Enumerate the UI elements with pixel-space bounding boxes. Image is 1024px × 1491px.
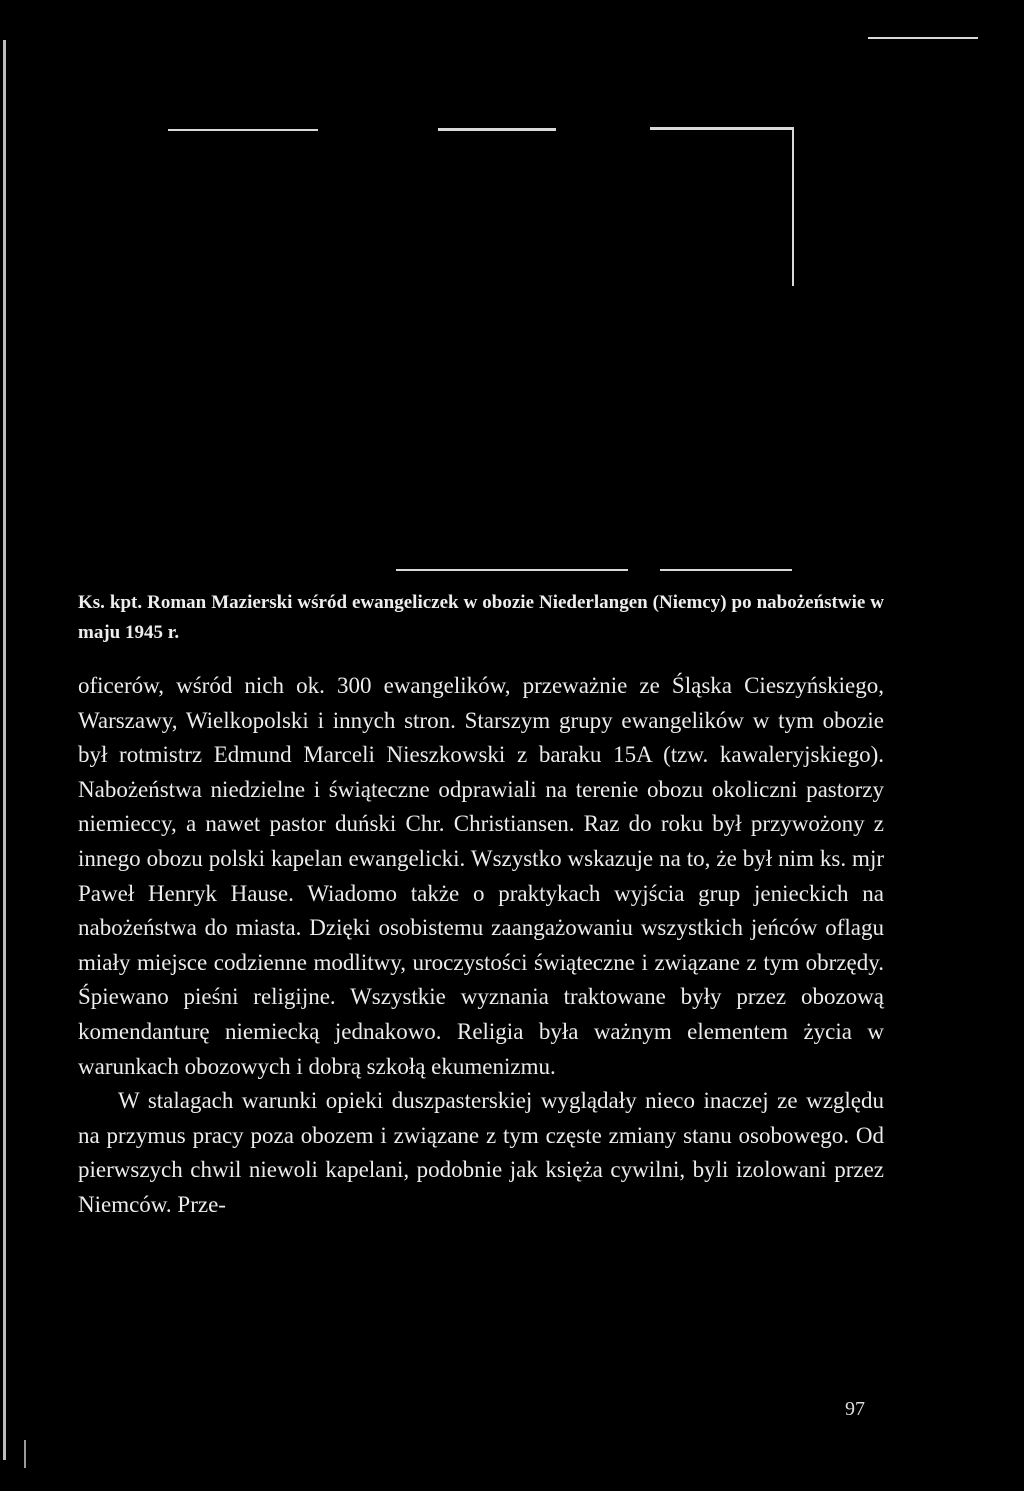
- photo-frame-top-middle: [438, 128, 556, 131]
- scan-edge-left: [3, 40, 6, 1460]
- photo-frame-top-right: [650, 127, 794, 130]
- photo-frame-bottom-right: [660, 569, 792, 571]
- photo-frame-bottom-left: [396, 569, 628, 571]
- photo-caption: Ks. kpt. Roman Mazierski wśród ewangeliczek w obozie Niederlangen (Niemcy) po nabożeństwie w maju 1945 r.: [78, 592, 884, 643]
- paragraph-2: W stalagach warunki opieki duszpasterskiej wyglądały nieco inaczej ze względu na przymus pracy poza obozem i związane z tym częste zmiany stanu osobowego. Od pierwszych chwil niewoli kapelani, podobnie jak księża cywilni, byli izolowani przez Niemców. Prze-: [78, 1088, 884, 1217]
- page-number: 97: [845, 1398, 865, 1420]
- photo-frame-right: [792, 128, 794, 286]
- photo-frame-top-left: [168, 129, 318, 131]
- scan-edge-bottom-left: [24, 1440, 26, 1468]
- body-text: [78, 669, 884, 1223]
- scan-edge-top-right: [868, 37, 978, 39]
- paragraph-1: oficerów, wśród nich ok. 300 ewangelików, przeważnie ze Śląska Cieszyńskiego, Warszawy, Wielkopolski i innych stron. Starszym grupy ewangelików w tym obozie był rotmistrz Edmund Marceli Nieszkowski z baraku 15A (tzw. kawaleryjskiego). Nabożeństwa niedzielne i świąteczne odprawiali na terenie obozu okoliczni pastorzy niemieccy, a nawet pastor duński Chr. Christiansen. Raz do roku był przywożony z innego obozu polski kapelan ewangelicki. Wszystko wskazuje na to, że był nim ks. mjr Paweł Henryk Hause. Wiadomo także o praktykach wyjścia grup jenieckich na nabożeństwa do miasta. Dzięki osobistemu zaangażowaniu wszystkich jeńców oflagu miały miejsce codzienne modlitwy, uroczystości świąteczne i związane z tym obrzędy. Śpiewano pieśni religijne. Wszystkie wyznania traktowane były przez obozową komendanturę niemiecką jednakowo. Religia była ważnym elementem życia w warunkach obozowych i dobrą szkołą ekumenizmu.: [78, 673, 884, 1079]
